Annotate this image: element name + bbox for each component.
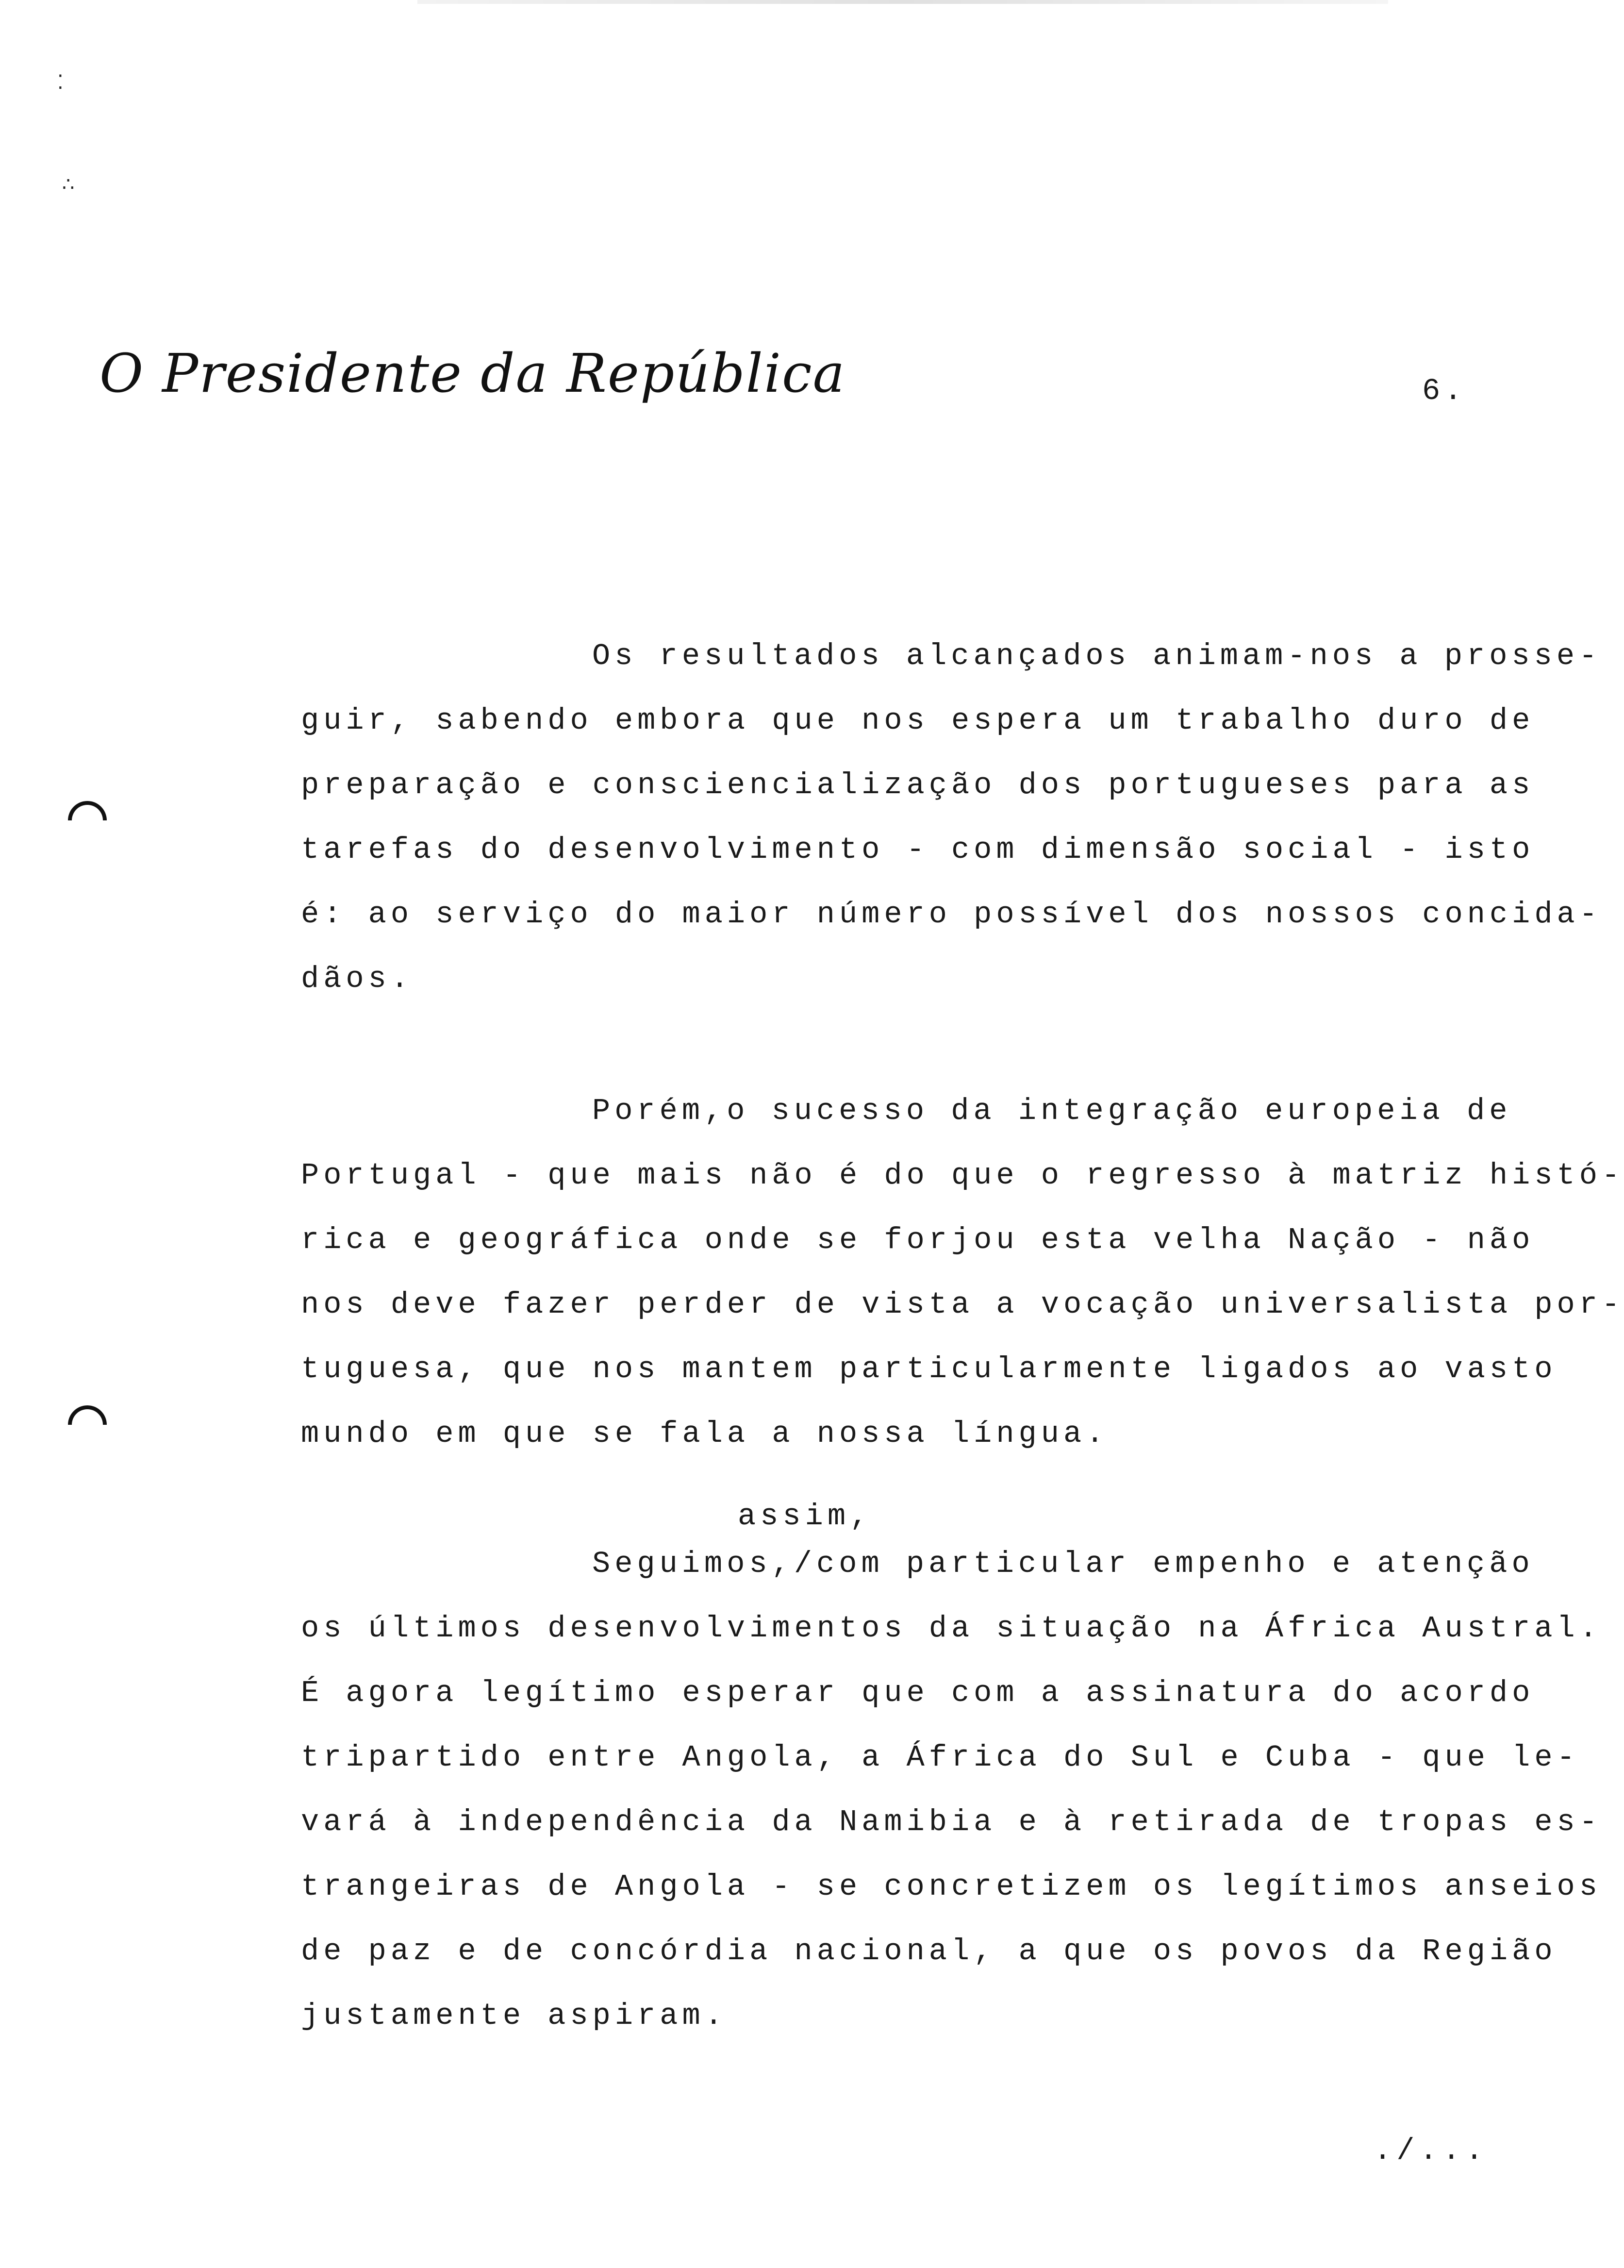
text-line: Portugal - que mais não é do que o regresso à matriz histó- xyxy=(301,1158,1624,1193)
text-line: rica e geográfica onde se forjou esta velha Nação - não xyxy=(301,1223,1535,1257)
text-line: vará à independência da Namibia e à retirada de tropas es- xyxy=(301,1805,1602,1839)
margin-mark: ⁚ xyxy=(57,71,64,94)
text-line: Seguimos,/com particular empenho e atenção xyxy=(592,1547,1534,1581)
paragraph-1 xyxy=(301,624,1602,1011)
text-line: justamente aspiram. xyxy=(301,1999,727,2033)
text-line: dãos. xyxy=(301,962,414,996)
text-line: preparação e consciencialização dos portugueses para as xyxy=(301,768,1535,802)
text-line: mundo em que se fala a nossa língua. xyxy=(301,1417,1109,1451)
handwritten-insertion: assim, xyxy=(738,1499,873,1534)
paragraph-3 xyxy=(301,1532,1602,2048)
text-line: Os resultados alcançados animam-nos a prosse- xyxy=(592,639,1602,673)
text-line: É agora legítimo esperar que com a assinatura do acordo xyxy=(301,1676,1535,1710)
page-number: 6. xyxy=(1422,374,1466,408)
scan-artifact xyxy=(417,0,1388,4)
paragraph-2 xyxy=(301,1079,1624,1466)
text-line: é: ao serviço do maior número possível dos nossos concida- xyxy=(301,897,1602,932)
text-line: tripartido entre Angola, a África do Sul e Cuba - que le- xyxy=(301,1740,1579,1775)
continuation-mark: ./... xyxy=(1374,2134,1489,2168)
text-line: os últimos desenvolvimentos da situação na África Austral. xyxy=(301,1611,1602,1646)
text-line: trangeiras de Angola - se concretizem os legítimos anseios xyxy=(301,1869,1602,1904)
punch-hole-mark xyxy=(68,801,107,840)
text-line: tuguesa, que nos mantem particularmente ligados ao vasto xyxy=(301,1352,1557,1386)
text-line: tarefas do desenvolvimento - com dimensão social - isto xyxy=(301,833,1535,867)
text-line: nos deve fazer perder de vista a vocação universalista por- xyxy=(301,1287,1624,1322)
text-line: guir, sabendo embora que nos espera um trabalho duro de xyxy=(301,703,1535,738)
punch-hole-mark xyxy=(68,1405,107,1444)
text-line: Porém,o sucesso da integração europeia de xyxy=(592,1094,1512,1128)
text-line: de paz e de concórdia nacional, a que os povos da Região xyxy=(301,1934,1557,1968)
margin-mark: ∴ xyxy=(62,173,75,196)
letterhead: O Presidente da República xyxy=(99,342,846,404)
